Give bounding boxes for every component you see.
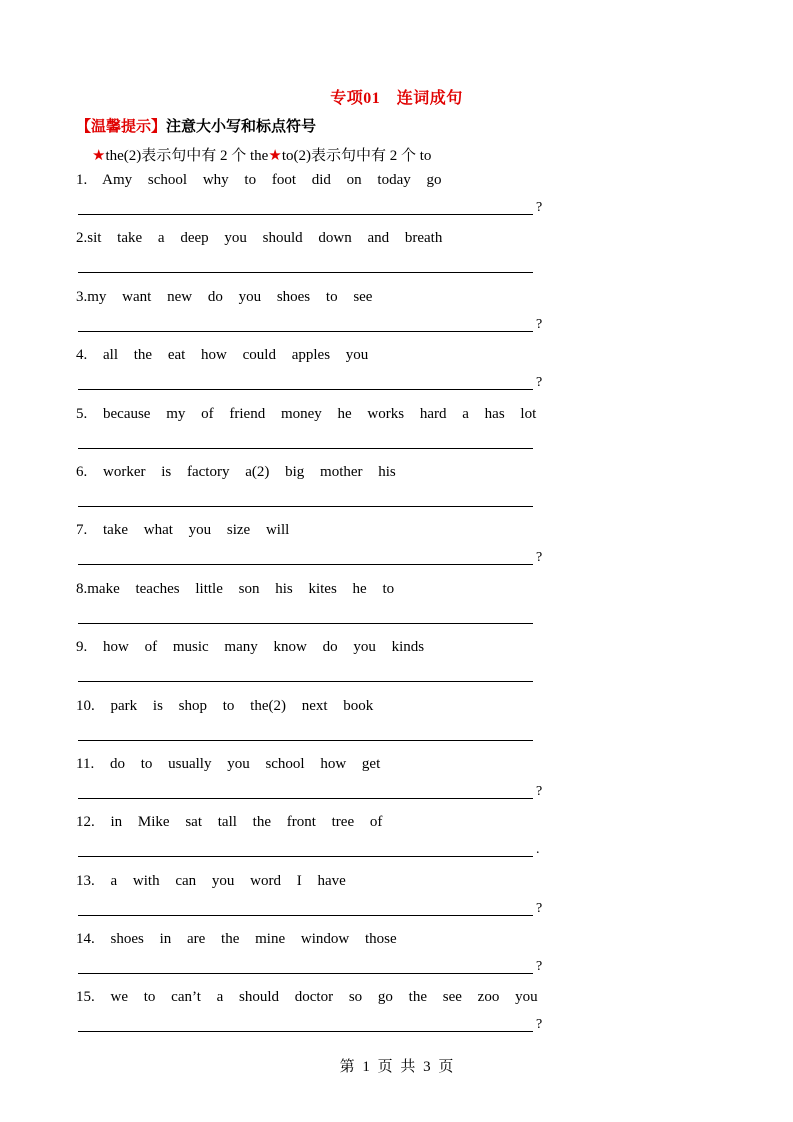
star-icon: ★ [92, 148, 106, 164]
question-words: 9. how of music many know do you kinds [76, 639, 425, 656]
page-title: 专项01 连词成句 [330, 90, 463, 107]
question-words: 15. we to can’t a should doctor so go the see zoo you [76, 989, 538, 1006]
question-item [76, 464, 576, 522]
question-list [76, 172, 576, 1048]
tip-text: 注意大小写和标点符号 [166, 119, 317, 135]
question-item [76, 289, 576, 347]
answer-line[interactable] [78, 214, 533, 215]
question-words: 8.make teaches little son his kites he to [76, 580, 395, 597]
star-icon: ★ [268, 148, 282, 164]
question-item [76, 172, 576, 230]
end-punctuation: ? [536, 959, 543, 975]
question-words: 14. shoes in are the mine window those [76, 931, 397, 948]
end-punctuation: . [536, 842, 540, 858]
end-punctuation: ? [536, 550, 543, 566]
question-item [76, 698, 576, 756]
answer-line[interactable] [78, 389, 533, 390]
end-punctuation: ? [536, 316, 543, 332]
question-words: 6. worker is factory a(2) big mother his [76, 463, 396, 480]
question-words: 5. because my of friend money he works hard a has lot [76, 405, 537, 422]
question-item [76, 814, 576, 872]
question-words: 4. all the eat how could apples you [76, 347, 369, 364]
question-item [76, 873, 576, 931]
question-words: 3.my want new do you shoes to see [76, 288, 373, 305]
answer-line[interactable] [78, 623, 533, 624]
note-part-1: the(2)表示句中有 2 个 the [105, 148, 269, 164]
note-line [92, 144, 431, 165]
answer-line[interactable] [78, 1031, 533, 1032]
end-punctuation: ? [536, 1017, 543, 1033]
answer-line[interactable] [78, 973, 533, 974]
page-footer: 第 1 页 共 3 页 [339, 1059, 454, 1075]
answer-line[interactable] [78, 798, 533, 799]
question-words: 12. in Mike sat tall the front tree of [76, 814, 383, 831]
note-part-2: to(2)表示句中有 2 个 to [281, 148, 432, 164]
answer-line[interactable] [78, 915, 533, 916]
answer-line[interactable] [78, 506, 533, 507]
question-item [76, 230, 576, 288]
tip-line [76, 115, 316, 136]
answer-line[interactable] [78, 740, 533, 741]
question-words: 11. do to usually you school how get [76, 755, 381, 772]
question-words: 1. Amy school why to foot did on today go [76, 172, 442, 188]
question-words: 2.sit take a deep you should down and breath [76, 230, 443, 247]
answer-line[interactable] [78, 856, 533, 857]
question-item [76, 522, 576, 580]
question-item [76, 639, 576, 697]
question-words: 10. park is shop to the(2) next book [76, 697, 374, 714]
answer-line[interactable] [78, 272, 533, 273]
question-item [76, 347, 576, 405]
question-item [76, 989, 576, 1047]
end-punctuation: ? [536, 783, 543, 799]
question-item [76, 756, 576, 814]
question-item [76, 581, 576, 639]
question-words: 13. a with can you word I have [76, 872, 346, 889]
end-punctuation: ? [536, 200, 543, 215]
end-punctuation: ? [536, 375, 543, 391]
answer-line[interactable] [78, 448, 533, 449]
answer-line[interactable] [78, 564, 533, 565]
question-item [76, 406, 576, 464]
answer-line[interactable] [78, 681, 533, 682]
question-words: 7. take what you size will [76, 522, 290, 539]
tip-label: 【温馨提示】 [76, 119, 167, 135]
answer-line[interactable] [78, 331, 533, 332]
end-punctuation: ? [536, 900, 543, 916]
question-item [76, 931, 576, 989]
